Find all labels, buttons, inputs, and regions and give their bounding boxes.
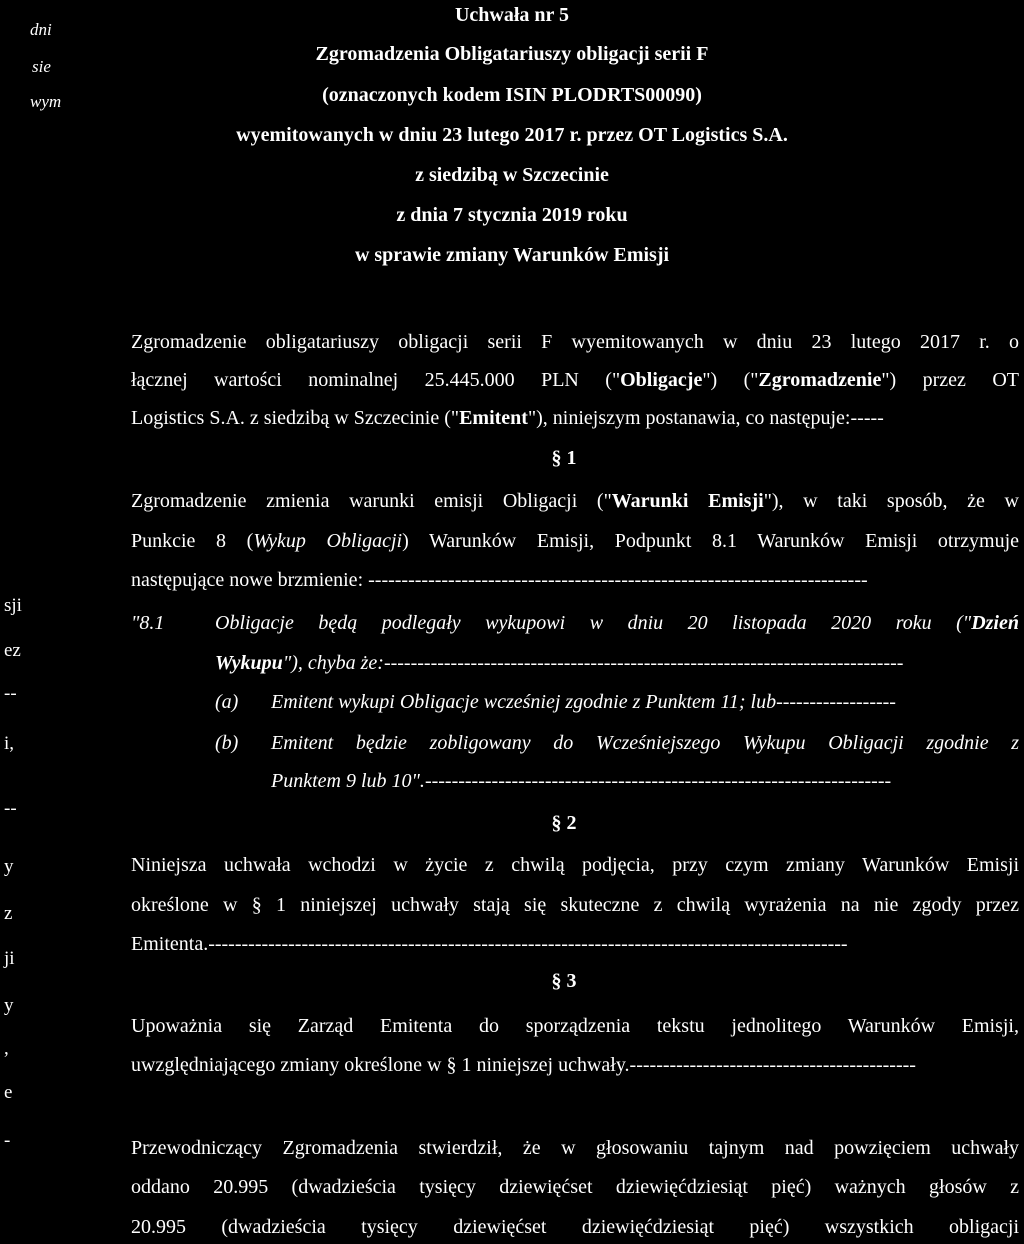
margin-fragment: sie <box>32 57 51 76</box>
margin-fragment: y <box>4 856 14 877</box>
margin-fragment: y <box>4 995 14 1016</box>
vote-line: oddano 20.995 (dwadzieścia tysięcy dziewięćset dziewięćdziesiąt pięć) ważnych głosów z <box>131 1176 1019 1198</box>
quote-number: "8.1 <box>131 612 165 634</box>
section-line: określone w § 1 niniejszej uchwały stają się skuteczne z chwilą wyrażenia na nie zgody przez <box>131 894 1019 916</box>
margin-fragment: dni <box>30 20 52 39</box>
quote-line: Obligacje będą podlegały wykupowi w dniu 20 listopada 2020 roku ("Dzień <box>215 612 1019 634</box>
header-line: wyemitowanych w dniu 23 lutego 2017 r. przez OT Logistics S.A. <box>236 124 788 146</box>
list-item-b: Emitent będzie zobligowany do Wcześniejszego Wykupu Obligacji zgodnie z <box>271 732 1019 754</box>
section-line: Upoważnia się Zarząd Emitenta do sporządzenia tekstu jednolitego Warunków Emisji, <box>131 1015 1019 1037</box>
header-line: z dnia 7 stycznia 2019 roku <box>396 204 628 226</box>
margin-fragment: sji <box>4 595 22 616</box>
margin-fragment: , <box>4 1038 9 1059</box>
vote-line: 20.995 (dwadzieścia tysięcy dziewięćset dziewięćdziesiąt pięć) wszystkich obligacji <box>131 1216 1019 1238</box>
header-line: (oznaczonych kodem ISIN PLODRTS00090) <box>322 84 702 106</box>
margin-fragment: -- <box>4 683 17 704</box>
section-mark-2: § 2 <box>551 812 577 834</box>
list-label-b: (b) <box>215 732 239 754</box>
list-item-a: Emitent wykupi Obligacje wcześniej zgodnie z Punktem 11; lub------------------ <box>271 691 896 713</box>
section-line: Zgromadzenie zmienia warunki emisji Obligacji ("Warunki Emisji"), w taki sposób, że w <box>131 490 1019 512</box>
list-label-a: (a) <box>215 691 239 713</box>
intro-line: Logistics S.A. z siedzibą w Szczecinie ("Emitent"), niniejszym postanawia, co następuje:----- <box>131 407 884 429</box>
quote-line: Wykupu"), chyba że:------------------------------------------------------------------------------ <box>215 652 904 674</box>
section-line: Emitenta.------------------------------------------------------------------------------------------------ <box>131 933 848 955</box>
margin-fragment: ji <box>4 948 15 969</box>
header-line: w sprawie zmiany Warunków Emisji <box>354 244 670 266</box>
margin-fragment: e <box>4 1082 13 1103</box>
section-mark-1: § 1 <box>551 447 577 469</box>
margin-fragment: -- <box>4 798 17 819</box>
resolution-title: Uchwała nr 5 <box>454 4 570 26</box>
margin-fragment: i, <box>4 733 15 754</box>
header-line: z siedzibą w Szczecinie <box>415 164 609 186</box>
section-line: następujące nowe brzmienie: --------------------------------------------------------------------------- <box>131 569 868 591</box>
section-line: Punkcie 8 (Wykup Obligacji) Warunków Emisji, Podpunkt 8.1 Warunków Emisji otrzymuje <box>131 530 1020 552</box>
intro-line: Zgromadzenie obligatariuszy obligacji serii F wyemitowanych w dniu 23 lutego 2017 r. o <box>131 331 1019 353</box>
list-item-b: Punktem 9 lub 10".---------------------------------------------------------------------- <box>271 770 892 792</box>
margin-fragment: wym <box>30 92 62 111</box>
header-line: Zgromadzenia Obligatariuszy obligacji serii F <box>315 43 709 65</box>
intro-line: łącznej wartości nominalnej 25.445.000 PLN ("Obligacje") ("Zgromadzenie") przez OT <box>131 369 1019 391</box>
margin-fragment: - <box>4 1130 11 1151</box>
margin-fragment: z <box>4 903 13 924</box>
margin-fragment: ez <box>4 640 21 661</box>
section-line: uwzględniającego zmiany określone w § 1 niniejszej uchwały.------------------------------------------- <box>131 1054 916 1076</box>
section-line: Niniejsza uchwała wchodzi w życie z chwilą podjęcia, przy czym zmiany Warunków Emisji <box>131 854 1019 876</box>
section-mark-3: § 3 <box>551 970 577 992</box>
vote-line: Przewodniczący Zgromadzenia stwierdził, że w głosowaniu tajnym nad powzięciem uchwały <box>131 1137 1019 1159</box>
